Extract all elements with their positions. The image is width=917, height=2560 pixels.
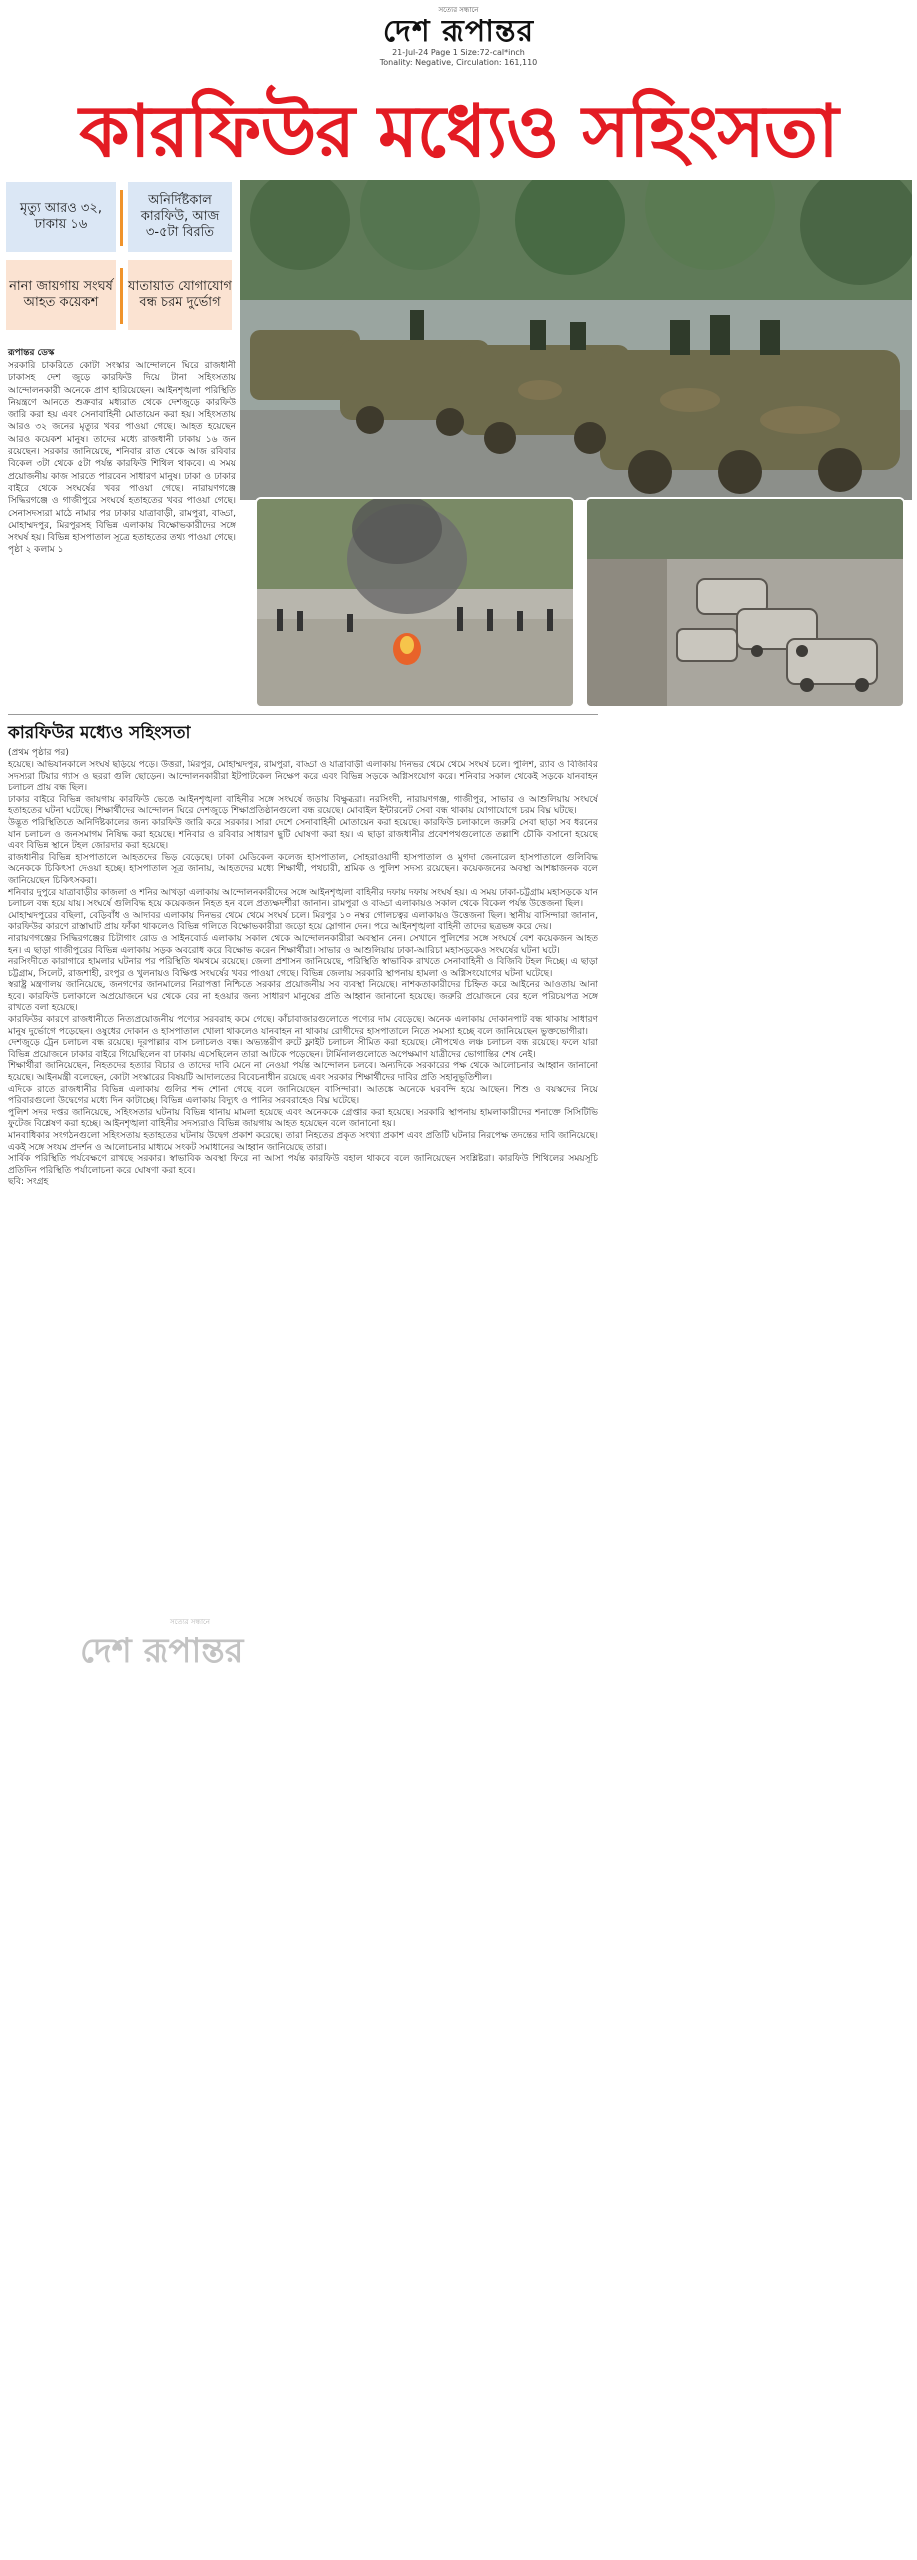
- lead-article-text: সরকারি চাকরিতে কোটা সংস্কার আন্দোলনে ঘিরে রাজধানী ঢাকাসহ দেশ জুড়ে কারফিউ দিয়ে টানা সহিংসতায় আন্দোলনকারী অনেকে প্রাণ হারিয়েছেন। আইনশৃঙ্খলা পরিস্থিতি নিয়ন্ত্রণে আনতে শুক্রবার মধ্যরাত থেকে দেশজুড়ে কারফিউ জারি করা হয় এবং সেনাবাহিনী মোতায়েন করা হয়। সহিংসতায় আরও ৩২ জনের মৃত্যুর খবর পাওয়া গেছে। আহত হয়েছেন আরও কয়েকশ মানুষ। তাদের মধ্যে রাজধানী ঢাকায় ১৬ জন রয়েছেন। সরকার জানিয়েছে, শনিবার রাত থেকে আজ রবিবার বিকেল ৩টা থেকে ৫টা পর্যন্ত কারফিউ শিথিল থাকবে। এ সময় প্রয়োজনীয় কাজ সারতে পারবেন সাধারণ মানুষ। ঢাকা ও ঢাকার বাইরে থেকে সংঘর্ষের খবর পাওয়া গেছে। নারায়ণগঞ্জে সিদ্ধিরগঞ্জে ও গাজীপুরে সংঘর্ষে হতাহতের খবর পাওয়া গেছে। সেনাসদস্যরা মাঠে নামার পর ঢাকার যাত্রাবাড়ী, রামপুরা, বাড্ডা, মোহাম্মদপুর, মিরপুরসহ বিভিন্ন এলাকায় বিক্ষোভকারীদের সঙ্গে সংঘর্ষ হয়। বিভিন্ন হাসপাতাল সূত্রে হতাহতের তথ্য পাওয়া গেছে। পৃষ্ঠা ২ কলাম ১: [8, 361, 236, 556]
- highlight-boxes: [6, 182, 232, 336]
- section-divider: [8, 714, 598, 715]
- newspaper-logo: দেশ রূপান্তর: [382, 14, 535, 49]
- clip-meta-circulation: Tonality: Negative, Circulation: 161,110: [379, 58, 538, 67]
- main-headline: কারফিউর মধ্যেও সহিংসতা: [79, 88, 838, 173]
- photo-street-fire: [255, 497, 575, 708]
- clip-meta-date: 21-Jul-24 Page 1 Size:72-cal*inch: [392, 48, 525, 57]
- article-paragraph: শনিবার দুপুরে যাত্রাবাড়ীর কাজলা ও শনির আখড়া এলাকায় আন্দোলনকারীদের সঙ্গে আইনশৃঙ্খলা বাহিনীর দফায় দফায় সংঘর্ষ হয়। এ সময় ঢাকা-চট্টগ্রাম মহাসড়কে যান চলাচল বন্ধ হয়ে যায়। সংঘর্ষে গুলিবিদ্ধ হয়ে কয়েকজন নিহত হন বলে প্রত্যক্ষদর্শীরা জানান। রামপুরা ও বাড্ডা এলাকায়ও সকাল থেকে বিকেল পর্যন্ত উত্তেজনা ছিল।: [8, 887, 598, 910]
- masthead-tagline: সত্যের সন্ধানে: [438, 6, 479, 14]
- photo-burned-vehicles: [585, 497, 905, 708]
- article-paragraph: মানবাধিকার সংগঠনগুলো সহিংসতায় হতাহতের ঘটনায় উদ্বেগ প্রকাশ করেছে। তারা নিহতের প্রকৃত সংখ্যা প্রকাশ এবং প্রতিটি ঘটনার নিরপেক্ষ তদন্তের দাবি জানিয়েছে। একই সঙ্গে সংযম প্রদর্শন ও আলোচনার মাধ্যমে সংকট সমাধানের আহ্বান জানিয়েছে তারা।: [8, 1131, 598, 1153]
- article-paragraph: সার্বিক পরিস্থিতি পর্যবেক্ষণে রাখছে সরকার। স্বাভাবিক অবস্থা ফিরে না আসা পর্যন্ত কারফিউ বহাল থাকবে বলে জানিয়েছেন সংশ্লিষ্টরা। কারফিউ শিথিলের সময়সূচি প্রতিদিন পরিস্থিতি পর্যালোচনা করে ঘোষণা করা হবে।: [8, 1154, 598, 1176]
- highlight-death-toll: মৃত্যু আরও ৩২, ঢাকায় ১৬: [6, 182, 116, 252]
- article-paragraph: নারায়ণগঞ্জের সিদ্ধিরগঞ্জের চিটাগাং রোড ও সাইনবোর্ড এলাকায় সকাল থেকে আন্দোলনকারীরা অবস্থান নেন। সেখানে পুলিশের সঙ্গে সংঘর্ষে বেশ কয়েকজন আহত হন। এ ছাড়া গাজীপুরের বিভিন্ন এলাকায় সড়ক অবরোধ করে বিক্ষোভ করেন শিক্ষার্থীরা। সাভার ও আশুলিয়ায় ঢাকা-আরিচা মহাসড়কেও সংঘর্ষের ঘটনা ঘটে।: [8, 933, 598, 956]
- article-paragraph: এদিকে রাতে রাজধানীর বিভিন্ন এলাকায় গুলির শব্দ শোনা গেছে বলে জানিয়েছেন বাসিন্দারা। আতঙ্কে অনেকে ঘরবন্দি হয়ে আছেন। শিশু ও বয়স্কদের নিয়ে পরিবারগুলো উদ্বেগের মধ্যে দিন কাটাচ্ছে। বিভিন্ন এলাকায় বিদ্যুৎ ও পানির সরবরাহেও বিঘ্ন ঘটেছে।: [8, 1084, 598, 1107]
- article-paragraph: কারফিউর কারণে রাজধানীতে নিত্যপ্রয়োজনীয় পণ্যের সরবরাহ কমে গেছে। কাঁচাবাজারগুলোতে পণ্যের দাম বেড়েছে। অনেক এলাকায় দোকানপাট বন্ধ থাকায় সাধারণ মানুষ দুর্ভোগে পড়েছেন। ওষুধের দোকান ও হাসপাতাল খোলা থাকলেও যানবাহন না থাকায় রোগীদের হাসপাতালে নিতে সমস্যা হচ্ছে বলে জানিয়েছেন ভুক্তভোগীরা।: [8, 1015, 598, 1037]
- article-paragraph: পুলিশ সদর দপ্তর জানিয়েছে, সহিংসতার ঘটনায় বিভিন্ন থানায় মামলা হয়েছে এবং অনেককে গ্রেপ্তার করা হয়েছে। সরকারি স্থাপনায় হামলাকারীদের শনাক্তে সিসিটিভি ফুটেজ বিশ্লেষণ করা হচ্ছে। আইনশৃঙ্খলা বাহিনীর সদস্যরাও বিভিন্ন জায়গায় আহত হয়েছেন বলে জানানো হয়।: [8, 1107, 598, 1130]
- highlight-divider: [120, 268, 123, 324]
- masthead: [0, 0, 917, 70]
- photo-armored-convoy: [240, 180, 912, 500]
- watermark-tagline: সত্যের সন্ধানে: [170, 1618, 210, 1626]
- article-paragraph: দেশজুড়ে ট্রেন চলাচল বন্ধ রয়েছে। দূরপাল্লার বাস চলাচলও বন্ধ। অভ্যন্তরীণ রুটে ফ্লাইট চলাচল সীমিত করা হয়েছে। নৌপথেও লঞ্চ চলাচল বন্ধ রয়েছে। ফলে যারা বিভিন্ন প্রয়োজনে ঢাকার বাইরে গিয়েছিলেন বা ঢাকায় এসেছিলেন তারা আটকে পড়েছেন। টার্মিনালগুলোতে অপেক্ষমাণ যাত্রীদের ভোগান্তির শেষ নেই।: [8, 1038, 598, 1060]
- watermark-logo: দেশ রূপান্তর: [80, 1631, 244, 1671]
- article-paragraph: মোহাম্মদপুরের বছিলা, বেড়িবাঁধ ও আদাবর এলাকায় দিনভর থেমে থেমে সংঘর্ষ চলে। মিরপুর ১০ নম্বর গোলচত্বর এলাকায়ও উত্তেজনা ছিল। স্থানীয় বাসিন্দারা জানান, কারফিউর কারণে রাস্তাঘাট প্রায় ফাঁকা থাকলেও বিভিন্ন গলিতে বিক্ষোভকারীরা জড়ো হয়ে স্লোগান দেন। পরে আইনশৃঙ্খলা বাহিনী তাদের ছত্রভঙ্গ করে দেয়।: [8, 910, 598, 933]
- continuation-label: (প্রথম পৃষ্ঠার পর): [8, 748, 69, 758]
- continuation-headline: কারফিউর মধ্যেও সহিংসতা: [8, 723, 191, 743]
- article-paragraph: শিক্ষার্থীরা জানিয়েছেন, নিহতদের হত্যার বিচার ও তাদের দাবি মেনে না নেওয়া পর্যন্ত আন্দোলন চলবে। অন্যদিকে সরকারের পক্ষ থেকে আলোচনার আহ্বান জানানো হয়েছে। আইনমন্ত্রী বলেছেন, কোটা সংস্কারের বিষয়টি আদালতের বিবেচনাধীন রয়েছে এবং সরকার শিক্ষার্থীদের দাবির প্রতি সহানুভূতিশীল।: [8, 1061, 598, 1084]
- article-paragraph: উদ্ভূত পরিস্থিতিতে অনির্দিষ্টকালের জন্য কারফিউ জারি করে সরকার। সারা দেশে সেনাবাহিনী মোতায়েন করা হয়েছে। কারফিউ চলাকালে জরুরি সেবা ছাড়া সব ধরনের যান চলাচল ও জনসমাগম নিষিদ্ধ করা হয়েছে। শনিবার ও রবিবার সাধারণ ছুটি ঘোষণা করা হয়। এ ছাড়া রাজধানীর প্রবেশপথগুলোতে তল্লাশি চৌকি বসানো হয়েছে এবং বিভিন্ন স্থানে টহল জোরদার করা হয়েছে।: [8, 817, 598, 852]
- highlight-curfew: অনির্দিষ্টকাল কারফিউ, আজ ৩-৫টা বিরতি: [128, 182, 232, 252]
- article-paragraph: নরসিংদীতে কারাগারে হামলার ঘটনার পর পরিস্থিতি থমথমে রয়েছে। জেলা প্রশাসন জানিয়েছে, পরিস্থিতি স্বাভাবিক রাখতে সেনাবাহিনী ও বিজিবি টহল দিচ্ছে। এ ছাড়া চট্টগ্রাম, সিলেট, রাজশাহী, রংপুর ও খুলনায়ও বিক্ষিপ্ত সংঘর্ষের খবর পাওয়া গেছে। বিভিন্ন জেলায় সরকারি স্থাপনায় হামলা ও অগ্নিসংযোগের ঘটনা ঘটেছে।: [8, 957, 598, 979]
- article-paragraph: রাজধানীর বিভিন্ন হাসপাতালে আহতদের ভিড় বেড়েছে। ঢাকা মেডিকেল কলেজ হাসপাতাল, সোহরাওয়ার্দী হাসপাতাল ও মুগদা জেনারেল হাসপাতালে গুলিবিদ্ধ অনেককে চিকিৎসা দেওয়া হচ্ছে। হাসপাতাল সূত্র জানায়, আহতদের মধ্যে শিক্ষার্থী, পথচারী, শ্রমিক ও পুলিশ সদস্য রয়েছেন। কয়েকজনের অবস্থা আশঙ্কাজনক বলে জানিয়েছেন চিকিৎসকরা।: [8, 852, 598, 886]
- highlight-divider: [120, 190, 123, 246]
- article-paragraph: হয়েছে। অভিযানকালে সংঘর্ষ ছড়িয়ে পড়ে। উত্তরা, মিরপুর, মোহাম্মদপুর, রামপুরা, বাড্ডা ও যাত্রাবাড়ী এলাকায় দিনভর থেমে থেমে সংঘর্ষ চলে। পুলিশ, র‍্যাব ও বিজিবির সদস্যরা টিয়ার গ্যাস ও ছররা গুলি ছোড়েন। আন্দোলনকারীরা ইটপাটকেল নিক্ষেপ করে এবং বিভিন্ন সড়কে অগ্নিসংযোগ করে। শনিবার সকাল থেকেই সড়কে যানবাহন চলাচল প্রায় বন্ধ ছিল।: [8, 760, 598, 794]
- article-paragraph: স্বরাষ্ট্র মন্ত্রণালয় জানিয়েছে, জনগণের জানমালের নিরাপত্তা নিশ্চিতে সরকার প্রয়োজনীয় সব ব্যবস্থা নিয়েছে। নাশকতাকারীদের চিহ্নিত করে আইনের আওতায় আনা হবে। কারফিউ চলাকালে অপ্রয়োজনে ঘর থেকে বের না হওয়ার জন্য সাধারণ মানুষের প্রতি আহ্বান জানানো হয়েছে। জরুরি প্রয়োজনে বের হলে পরিচয়পত্র সঙ্গে রাখতে বলা হয়েছে।: [8, 980, 598, 1014]
- byline: রূপান্তর ডেস্ক: [8, 348, 55, 358]
- closing-line: ছবি: সংগ্রহ: [8, 1177, 49, 1188]
- article-paragraph: ঢাকার বাইরে বিভিন্ন জায়গায় কারফিউ ভেঙে আইনশৃঙ্খলা বাহিনীর সঙ্গে সংঘর্ষে জড়ায় বিক্ষুব্ধরা। নরসিংদী, নারায়ণগঞ্জ, গাজীপুর, সাভার ও আশুলিয়ায় সংঘর্ষে হতাহতের ঘটনা ঘটেছে। শিক্ষার্থীদের আন্দোলন ঘিরে দেশজুড়ে শিক্ষাপ্রতিষ্ঠানগুলো বন্ধ রয়েছে। মোবাইল ইন্টারনেট সেবা বন্ধ থাকায় যোগাযোগে চরম বিঘ্ন ঘটছে।: [8, 794, 598, 817]
- highlight-clashes: নানা জায়গায় সংঘর্ষ আহত কয়েকশ: [6, 260, 116, 330]
- highlight-transport: যাতায়াত যোগাযোগ বন্ধ চরম দুর্ভোগ: [128, 260, 232, 330]
